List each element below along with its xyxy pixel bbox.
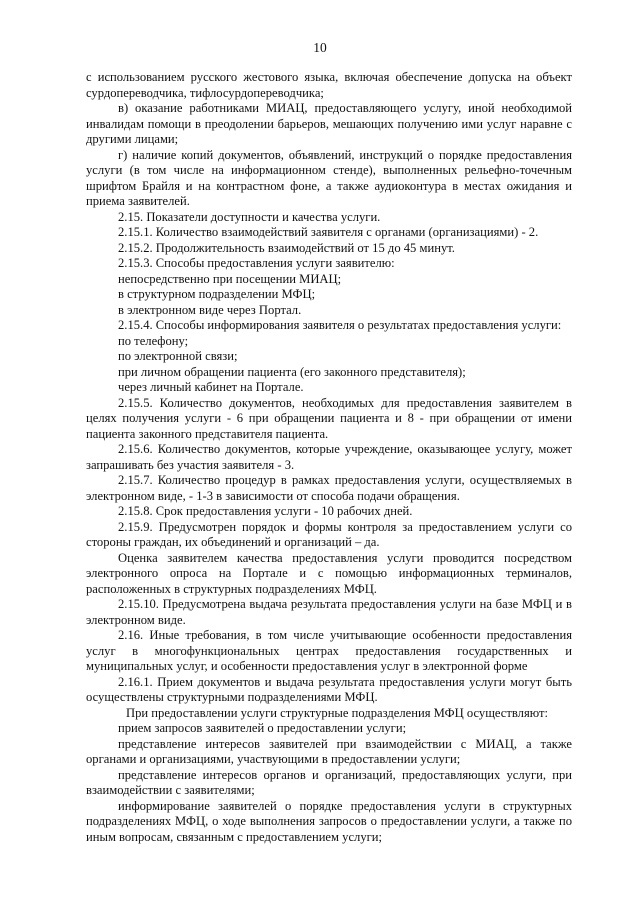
paragraph: через личный кабинет на Портале. [118, 380, 304, 394]
paragraph: 2.15.8. Срок предоставления услуги - 10 рабочих дней. [118, 504, 413, 518]
paragraph: представление интересов органов и организаций, предоставляющих услуги, при взаимодействии с заявителями; [86, 767, 572, 797]
paragraph: 2.15. Показатели доступности и качества услуги. [118, 209, 381, 224]
paragraph: по электронной связи; [118, 349, 238, 363]
page-number: 10 [313, 40, 327, 55]
paragraph: Оценка заявителем качества предоставления услуги проводится посредством электронного опроса на Портале и с помощью информационных терминалов, расположенных в структурных подразделениях МФЦ. [86, 550, 572, 596]
paragraph: в) оказание работниками МИАЦ, предоставляющего услугу, иной необходимой инвалидам помощи в преодолении барьеров, мешающих получению ими услуг наравне с другими лицами; [86, 101, 572, 146]
paragraph: представление интересов заявителей при взаимодействии с МИАЦ, а также органами и организациями, участвующими в предоставлении услуги; [86, 736, 572, 766]
paragraph: с использованием русского жестового языка, включая обеспечение допуска на объект сурдопереводчика, тифлосурдопереводчика; [86, 70, 572, 100]
paragraph: информирование заявителей о порядке предоставления услуги в структурных подразделениях МФЦ, о ходе выполнения запросов о предоставлении услуги, а также по иным вопросам, связанным с предоставлением услуги; [86, 798, 572, 844]
paragraph: 2.15.10. Предусмотрена выдача результата предоставления услуги на базе МФЦ и в электронном виде. [86, 597, 572, 627]
paragraph: 2.15.9. Предусмотрен порядок и формы контроля за предоставлением услуги со стороны граждан, их объединений и организаций – да. [86, 519, 572, 549]
paragraph: 2.16. Иные требования, в том числе учитывающие особенности предоставления услуг в многофункциональных центрах предоставления государственных и муниципальных услуг, и особенности предоставления услуг в электронной форме [86, 628, 572, 673]
paragraph: 2.15.3. Способы предоставления услуги заявителю: [118, 256, 395, 270]
paragraph: по телефону; [118, 333, 189, 348]
paragraph: прием запросов заявителей о предоставлении услуги; [118, 721, 407, 735]
paragraph: г) наличие копий документов, объявлений, инструкций о порядке предоставления услуги (в том числе на информационном стенде), выполненных рельефно-точечным шрифтом Брайля и на контрастном фоне, а также аудиоконтура в местах ожидания и приема заявителей. [86, 147, 572, 208]
paragraph: 2.15.2. Продолжительность взаимодействий от 15 до 45 минут. [118, 240, 455, 255]
paragraph: в электронном виде через Портал. [118, 302, 302, 317]
paragraph: 2.15.7. Количество процедур в рамках предоставления услуги, осуществляемых в электронном виде, - 1-3 в зависимости от способа подачи обращения. [86, 473, 572, 503]
paragraph: 2.15.4. Способы информирования заявителя о результатах предоставления услуги: [118, 318, 562, 332]
paragraph: при личном обращении пациента (его законного представителя); [118, 364, 466, 379]
document-body [86, 70, 572, 845]
paragraph: 2.15.6. Количество документов, которые учреждение, оказывающее услугу, может запрашивать без участия заявителя - 3. [86, 442, 572, 472]
paragraph: 2.15.1. Количество взаимодействий заявителя с органами (организациями) - 2. [118, 225, 539, 239]
paragraph: непосредственно при посещении МИАЦ; [118, 271, 342, 286]
paragraph: 2.16.1. Прием документов и выдача результата предоставления услуги могут быть осуществлены структурными подразделениями МФЦ. [86, 674, 572, 704]
paragraph: При предоставлении услуги структурные подразделения МФЦ осуществляют: [126, 705, 548, 720]
paragraph: в структурном подразделении МФЦ; [118, 287, 316, 301]
paragraph: 2.15.5. Количество документов, необходимых для предоставления заявителем в целях получения услуги - 6 при обращении пациента и 8 - при обращении от имени пациента законного представителя пациента. [86, 395, 572, 441]
